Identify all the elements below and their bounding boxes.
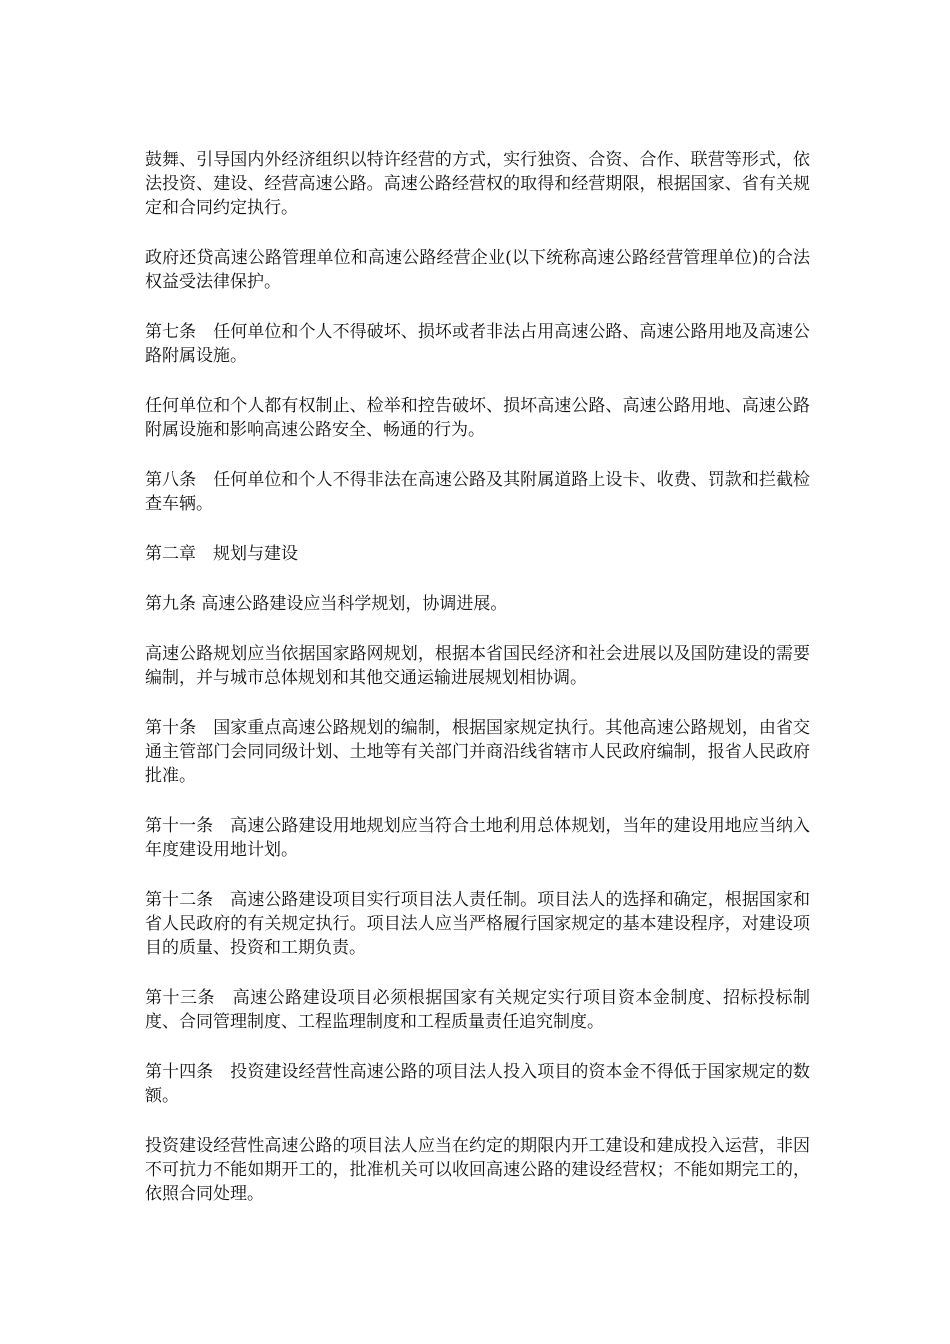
article-12: 第十二条 高速公路建设项目实行项目法人责任制。项目法人的选择和确定，根据国家和省人民政府的有关规定执行。项目法人应当严格履行国家规定的基本建设程序，对建设项目的质量、投资和工期负责。 [145, 890, 810, 958]
paragraph: 投资建设经营性高速公路的项目法人应当在约定的期限内开工建设和建成投入运营，非因不可抗力不能如期开工的，批准机关可以收回高速公路的建设经营权；不能如期完工的，依照合同处理。 [145, 1136, 810, 1204]
paragraph: 高速公路规划应当依据国家路网规划，根据本省国民经济和社会进展以及国防建设的需要编制，并与城市总体规划和其他交通运输进展规划相协调。 [145, 644, 810, 688]
article-11: 第十一条 高速公路建设用地规划应当符合土地利用总体规划，当年的建设用地应当纳入年度建设用地计划。 [145, 816, 810, 860]
article-9: 第九条 高速公路建设应当科学规划，协调进展。 [145, 594, 508, 614]
article-8: 第八条 任何单位和个人不得非法在高速公路及其附属道路上设卡、收费、罚款和拦截检查车辆。 [145, 470, 810, 514]
article-7: 第七条 任何单位和个人不得破坏、损坏或者非法占用高速公路、高速公路用地及高速公路附属设施。 [145, 322, 810, 366]
document-body [145, 148, 810, 1232]
paragraph: 鼓舞、引导国内外经济组织以特许经营的方式，实行独资、合资、合作、联营等形式，依法投资、建设、经营高速公路。高速公路经营权的取得和经营期限，根据国家、省有关规定和合同约定执行。 [145, 150, 810, 218]
paragraph: 政府还贷高速公路管理单位和高速公路经营企业(以下统称高速公路经营管理单位)的合法权益受法律保护。 [145, 248, 810, 292]
paragraph: 任何单位和个人都有权制止、检举和控告破坏、损坏高速公路、高速公路用地、高速公路附属设施和影响高速公路安全、畅通的行为。 [145, 396, 810, 440]
article-13: 第十三条 高速公路建设项目必须根据国家有关规定实行项目资本金制度、招标投标制度、合同管理制度、工程监理制度和工程质量责任追究制度。 [145, 988, 810, 1032]
article-10: 第十条 国家重点高速公路规划的编制，根据国家规定执行。其他高速公路规划，由省交通主管部门会同同级计划、土地等有关部门并商沿线省辖市人民政府编制，报省人民政府批准。 [145, 718, 810, 786]
article-14: 第十四条 投资建设经营性高速公路的项目法人投入项目的资本金不得低于国家规定的数额。 [145, 1062, 810, 1106]
chapter-heading: 第二章 规划与建设 [145, 544, 298, 564]
